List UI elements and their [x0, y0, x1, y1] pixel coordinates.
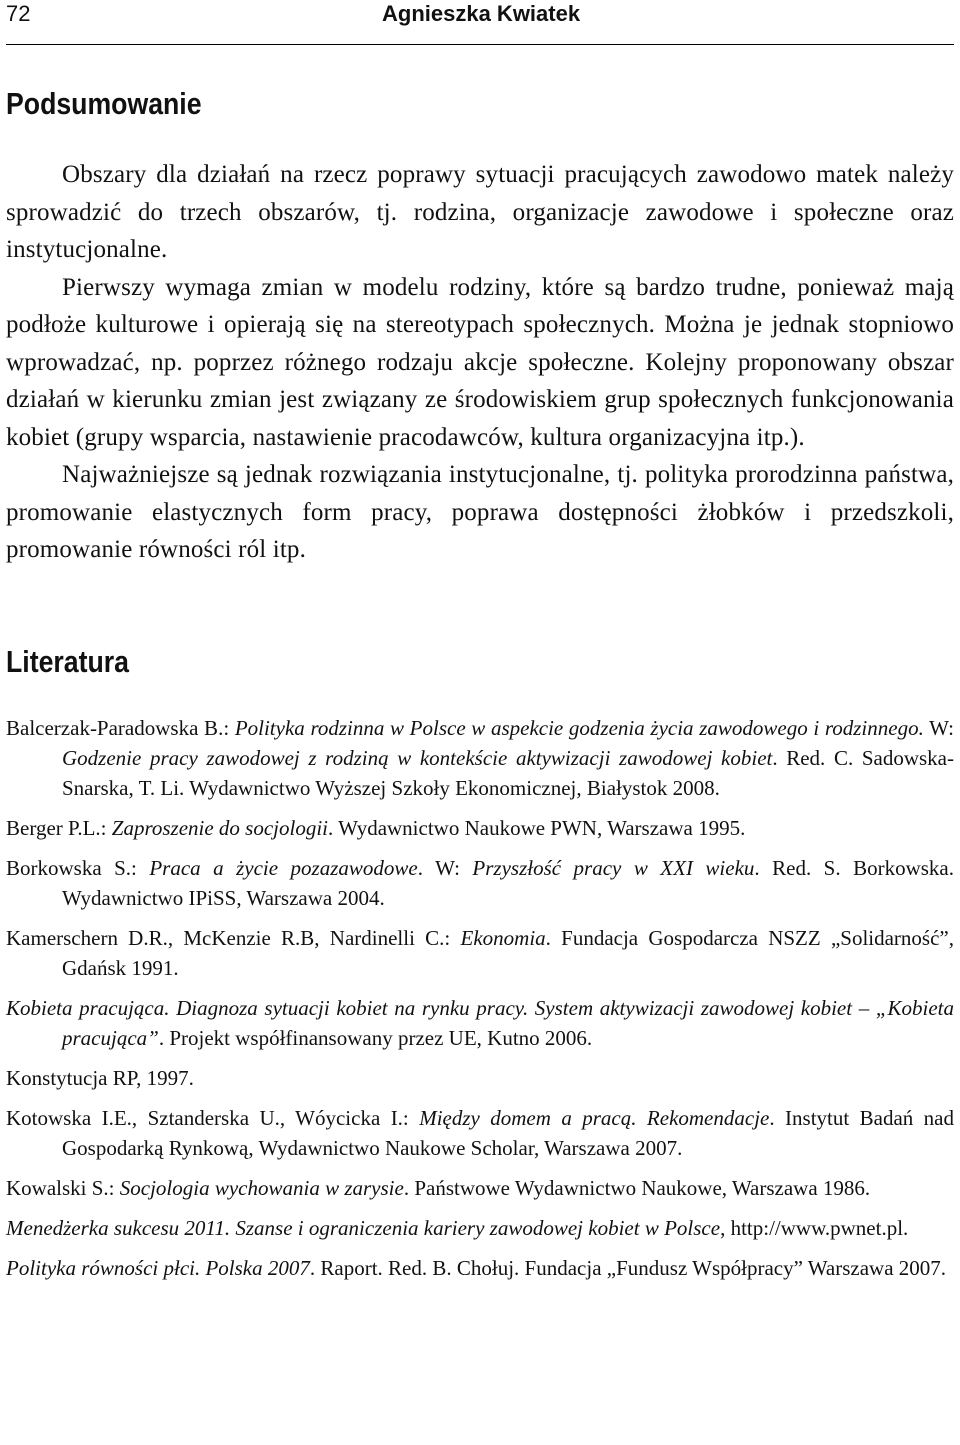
reference-rest: . Projekt współfinansowany przez UE, Kutno 2006. — [158, 1026, 593, 1050]
reference-rest: . Wydawnictwo Naukowe PWN, Warszawa 1995. — [328, 816, 746, 840]
reference-list — [6, 713, 954, 1293]
reference-author: Berger P.L.: — [6, 816, 112, 840]
reference-rest: . Fundacja Gospodarcza NSZZ „Solidarność”, Gdańsk 1991. — [62, 926, 954, 980]
reference-entry — [6, 853, 954, 913]
reference-title: Polityka rodzinna w Polsce w aspekcie godzenia życia zawodowego i rodzinnego. — [234, 716, 924, 740]
reference-author: Borkowska S.: — [6, 856, 150, 880]
reference-entry — [6, 1253, 954, 1283]
reference-author: Kotowska I.E., Sztanderska U., Wóycicka I.: — [6, 1106, 420, 1130]
reference-author: Kowalski S.: — [6, 1176, 120, 1200]
reference-rest: , http://www.pwnet.pl. — [720, 1216, 909, 1240]
literature-heading: Literatura — [6, 644, 129, 679]
summary-paragraph-1: Obszary dla działań na rzecz poprawy sytuacji pracujących zawodowo matek należy sprowadzić do trzech obszarów, tj. rodzina, organizacje zawodowe i społeczne oraz instytucjonalne. — [6, 161, 954, 263]
reference-entry — [6, 813, 954, 843]
reference-rest: . Państwowe Wydawnictwo Naukowe, Warszawa 1986. — [403, 1176, 871, 1200]
summary-paragraph-3: Najważniejsze są jednak rozwiązania instytucjonalne, tj. polityka prorodzinna państwa, promowanie elastycznych form pracy, poprawa dostępności żłobków i przedszkoli, promowanie równości ról itp. — [6, 461, 954, 563]
page-header — [6, 0, 954, 45]
summary-heading: Podsumowanie — [6, 86, 202, 121]
reference-in-prefix: W: — [923, 716, 954, 740]
reference-entry — [6, 1213, 954, 1243]
reference-author: Balcerzak-Paradowska B.: — [6, 716, 235, 740]
reference-entry — [6, 993, 954, 1053]
reference-title: Zaproszenie do socjologii — [111, 816, 329, 840]
reference-rest: . Raport. Red. B. Chołuj. Fundacja „Fundusz Współpracy” Warszawa 2007. — [309, 1256, 947, 1280]
running-head-author: Agnieszka Kwiatek — [382, 1, 581, 26]
reference-rest: . Instytut Badań nad Gospodarką Rynkową, Wydawnictwo Naukowe Scholar, Warszawa 2007. — [62, 1106, 955, 1160]
reference-entry — [6, 1103, 954, 1163]
reference-title: Praca a życie pozazawodowe — [149, 856, 418, 880]
reference-rest: . Red. S. Borkowska. Wydawnictwo IPiSS, Warszawa 2004. — [62, 856, 954, 910]
reference-title: Polityka równości płci. Polska 2007 — [6, 1256, 310, 1280]
reference-title: Socjologia wychowania w zarysie — [119, 1176, 404, 1200]
reference-in-prefix: . W: — [417, 856, 473, 880]
reference-in-title: Godzenie pracy zawodowej z rodziną w kontekście aktywizacji zawodowej kobiet — [62, 746, 773, 770]
reference-author: Konstytucja RP, 1997. — [6, 1066, 194, 1090]
reference-in-title: Przyszłość pracy w XXI wieku — [472, 856, 755, 880]
reference-title: Między domem a pracą. Rekomendacje — [419, 1106, 770, 1130]
reference-title: Ekonomia — [460, 926, 546, 950]
reference-entry — [6, 1173, 954, 1203]
reference-entry — [6, 923, 954, 983]
reference-title: Kobieta pracująca. Diagnoza sytuacji kobiet na rynku pracy. System aktywizacji zawodowej kobiet – „Kobieta pracująca” — [6, 996, 954, 1050]
reference-title: Menedżerka sukcesu 2011. Szanse i ograniczenia kariery zawodowej kobiet w Polsce — [6, 1216, 721, 1240]
reference-author: Kamerschern D.R., McKenzie R.B, Nardinelli C.: — [6, 926, 461, 950]
summary-paragraph-2: Pierwszy wymaga zmian w modelu rodziny, które są bardzo trudne, ponieważ mają podłoże kulturowe i opierają się na stereotypach społecznych. Można je jednak stopniowo wprowadzać, np. poprzez różnego rodzaju akcje społeczne. Kolejny proponowany obszar działań w kierunku zmian jest związany ze środowiskiem grup społecznych funkcjonowania kobiet (grupy wsparcia, nastawienie pracodawców, kultura organizacyjna itp.). — [6, 273, 954, 451]
page-number: 72 — [6, 1, 31, 26]
summary-section — [6, 156, 954, 569]
reference-rest: . Red. C. Sadowska-Snarska, T. Li. Wydawnictwo Wyższej Szkoły Ekonomicznej, Białystok 2008. — [62, 746, 954, 800]
reference-entry — [6, 713, 954, 803]
reference-entry — [6, 1063, 954, 1093]
